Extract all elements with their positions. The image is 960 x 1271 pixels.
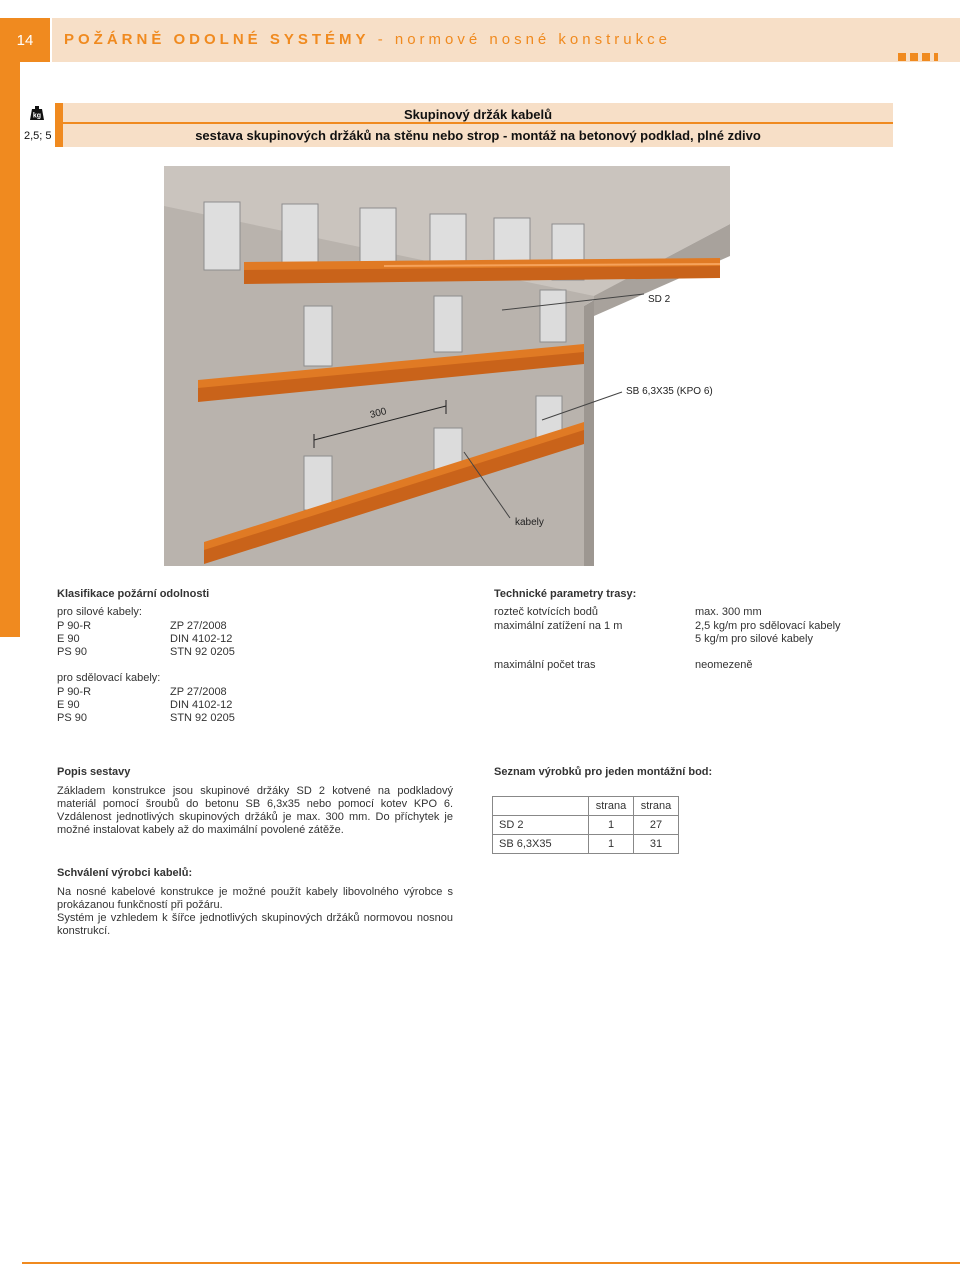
approval-title: Schválení výrobci kabelů: [57, 867, 193, 879]
parts-header-row [493, 797, 679, 816]
label-sb-screw: SB 6,3X35 (KPO 6) [626, 386, 713, 397]
left-accent-stripe [0, 62, 20, 637]
parts-header-cell: strana [634, 797, 679, 816]
title-divider-line [63, 122, 893, 124]
load-value-power: 5 kg/m pro silové kabely [695, 633, 813, 645]
bottom-divider [22, 1262, 960, 1264]
class-standard: DIN 4102-12 [170, 633, 233, 645]
kg-weight-icon [30, 106, 44, 120]
description-text: Základem konstrukce jsou skupinové držáky SD 2 kotvené na podkladový materiál pomocí šroubů do betonu SB 6,3x35 nebo pomocí kotev KPO 6. Vzdálenost jednotlivých skupinových držáků je max. 300 mm. Do příchytek je možné instalovat kabely až do maximální povolené zátěže. [57, 785, 453, 836]
header-square-1 [898, 53, 906, 61]
parts-header-cell: strana [589, 797, 634, 816]
spacing-value: max. 300 mm [695, 606, 762, 618]
class-standard: STN 92 0205 [170, 646, 235, 658]
part-qty: 1 [589, 816, 634, 835]
class-standard: ZP 27/2008 [170, 686, 227, 698]
table-row [493, 816, 679, 835]
class-standard: STN 92 0205 [170, 712, 235, 724]
class-row: E 90 [57, 633, 80, 645]
parts-header-cell [493, 797, 589, 816]
weight-value: 2,5; 5 [24, 130, 52, 142]
page-number [0, 18, 50, 62]
installation-illustration [164, 166, 730, 566]
class-row: PS 90 [57, 646, 87, 658]
kg-icon-label: kg [32, 112, 42, 120]
description-title: Popis sestavy [57, 766, 131, 778]
class-row: PS 90 [57, 712, 87, 724]
parts-title: Seznam výrobků pro jeden montážní bod: [494, 766, 713, 778]
class-row: E 90 [57, 699, 80, 711]
power-cables-heading: pro silové kabely: [57, 606, 142, 618]
part-qty: 1 [589, 835, 634, 854]
class-row: P 90-R [57, 620, 92, 632]
header-square-2 [910, 53, 918, 61]
page-title-light: - normové nosné konstrukce [369, 31, 671, 48]
approval-text-1: Na nosné kabelové konstrukce je možné použít kabely libovolného výrobce s prokázanou funkčností při požáru. [57, 886, 453, 911]
product-subtitle: sestava skupinových držáků na stěnu nebo strop - montáž na betonový podklad, plné zdivo [195, 128, 761, 143]
part-page: 27 [634, 816, 679, 835]
class-standard: DIN 4102-12 [170, 699, 233, 711]
page-number-text: 14 [16, 31, 34, 49]
technical-title: Technické parametry trasy: [494, 588, 637, 600]
parts-table [492, 796, 679, 854]
label-dimension-300: 300 [368, 406, 388, 421]
routes-value: neomezeně [695, 659, 753, 671]
class-row: P 90-R [57, 686, 92, 698]
label-sd2: SD 2 [648, 294, 671, 305]
header-square-3 [922, 53, 930, 61]
title-separator [55, 103, 63, 147]
header-square-4 [934, 53, 938, 61]
page-title [64, 31, 671, 48]
table-row [493, 835, 679, 854]
comm-cables-heading: pro sdělovací kabely: [57, 672, 161, 684]
spacing-label: rozteč kotvících bodů [494, 606, 598, 618]
part-page: 31 [634, 835, 679, 854]
load-value-comm: 2,5 kg/m pro sdělovací kabely [695, 620, 841, 632]
class-standard: ZP 27/2008 [170, 620, 227, 632]
page-title-bold: POŽÁRNĚ ODOLNÉ SYSTÉMY [64, 31, 370, 48]
part-name: SB 6,3X35 [493, 835, 589, 854]
part-name: SD 2 [493, 816, 589, 835]
approval-text-2: Systém je vzhledem k šířce jednotlivých skupinových držáků normovou nosnou konstrukcí. [57, 912, 453, 937]
load-label: maximální zatížení na 1 m [494, 620, 623, 632]
classification-title: Klasifikace požární odolnosti [57, 588, 210, 600]
product-title: Skupinový držák kabelů [403, 107, 553, 122]
routes-label: maximální počet tras [494, 659, 596, 671]
label-kabely: kabely [515, 517, 544, 528]
